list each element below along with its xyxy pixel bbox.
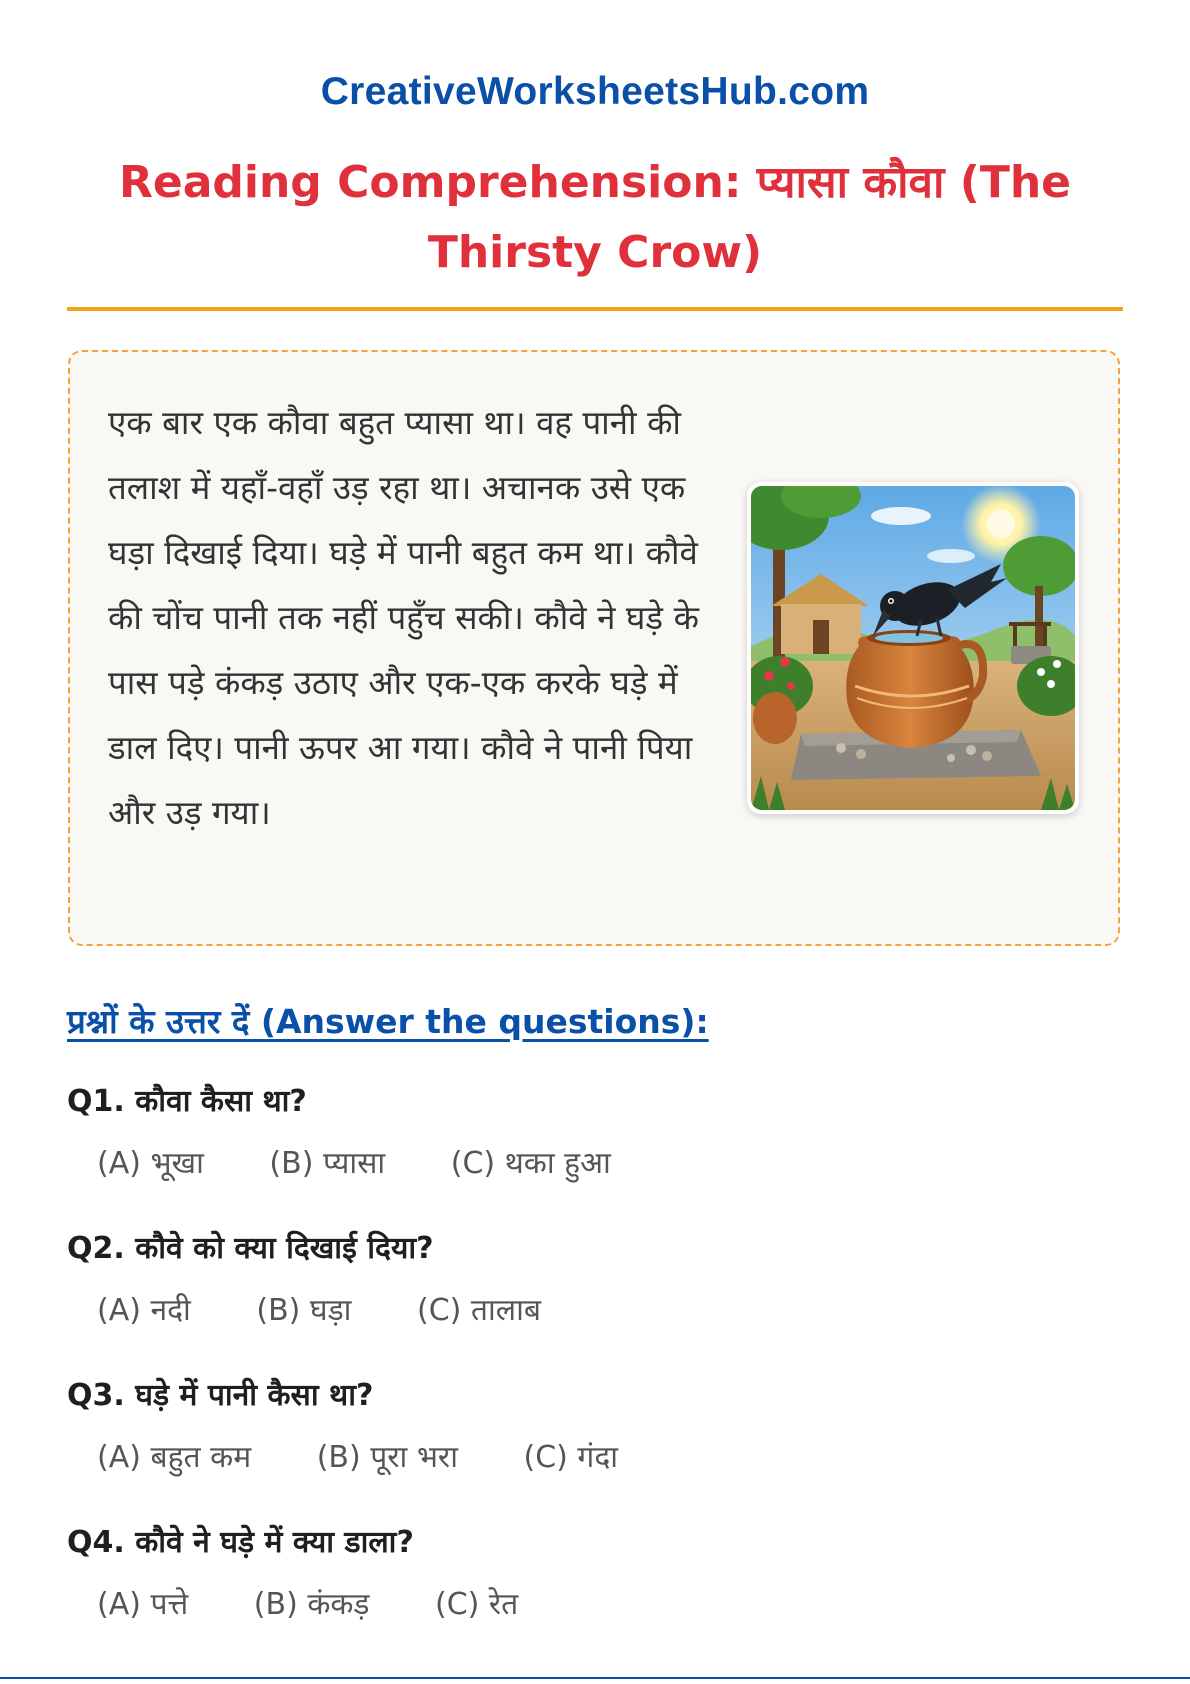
- crow-on-clay-pot-illustration-icon: [751, 486, 1075, 810]
- option-a: (A) बहुत कम: [97, 1440, 252, 1475]
- question-1: [67, 1078, 1117, 1188]
- option-c: (C) गंदा: [523, 1440, 619, 1475]
- question-options: [67, 1581, 1117, 1629]
- option-a: (A) नदी: [97, 1293, 191, 1328]
- option-c: (C) तालाब: [417, 1293, 542, 1328]
- option-b: (B) पूरा भरा: [316, 1440, 458, 1475]
- option-c: (C) थका हुआ: [450, 1146, 611, 1181]
- crow-pot-illustration: [747, 482, 1079, 814]
- question-text: Q4. कौवे ने घड़े में क्या डाला?: [67, 1525, 414, 1560]
- question-text: Q1. कौवा कैसा था?: [67, 1084, 307, 1119]
- option-c: (C) रेत: [435, 1587, 519, 1622]
- story-text: एक बार एक कौवा बहुत प्यासा था। वह पानी की तलाश में यहाँ-वहाँ उड़ रहा था। अचानक उसे एक घड़ा दिखाई दिया। घड़े में पानी बहुत कम था। कौवे की चोंच पानी तक नहीं पहुँच सकी। कौवे ने घड़े के पास पड़े कंकड़ उठाए और एक-एक करके घड़े में डाल दिए। पानी ऊपर आ गया। कौवे ने पानी पिया और उड़ गया।: [108, 403, 699, 832]
- worksheet-title: Reading Comprehension: प्यासा कौवा (The Thirsty Crow): [118, 157, 1072, 278]
- question-4: [67, 1519, 1117, 1629]
- question-text: Q2. कौवे को क्या दिखाई दिया?: [67, 1231, 434, 1266]
- option-b: (B) घड़ा: [256, 1293, 352, 1328]
- title-divider: [67, 307, 1123, 311]
- question-options: [67, 1140, 1117, 1188]
- site-name: CreativeWorksheetsHub.com: [320, 70, 870, 113]
- option-b: (B) प्यासा: [269, 1146, 386, 1181]
- question-options: [67, 1287, 1117, 1335]
- option-a: (A) भूखा: [97, 1146, 204, 1181]
- story-box: [68, 350, 1120, 946]
- question-3: [67, 1372, 1117, 1482]
- footer-divider: [0, 1677, 1190, 1679]
- question-text: Q3. घड़े में पानी कैसा था?: [67, 1378, 374, 1413]
- option-b: (B) कंकड़: [253, 1587, 370, 1622]
- questions-heading: प्रश्नों के उत्तर दें (Answer the questions):: [67, 1002, 709, 1041]
- question-2: [67, 1225, 1117, 1335]
- question-options: [67, 1434, 1117, 1482]
- option-a: (A) पत्ते: [97, 1587, 189, 1622]
